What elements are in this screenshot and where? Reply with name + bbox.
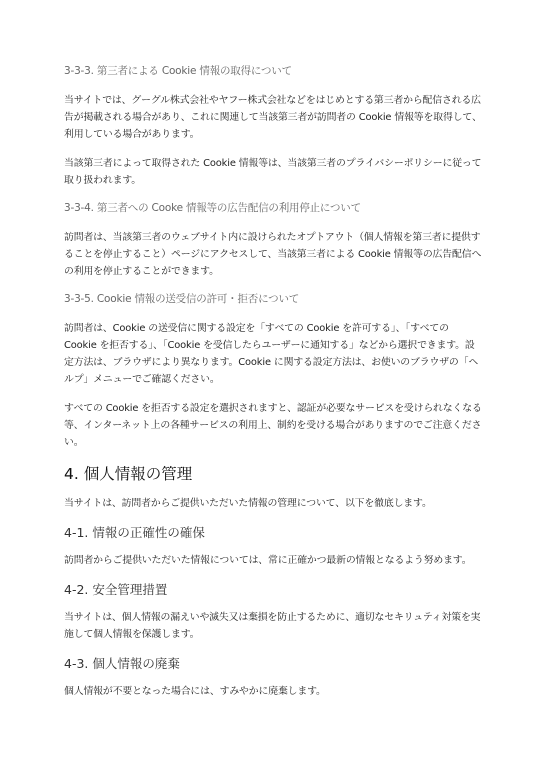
paragraph-4-3-1: 個人情報が不要となった場合には、すみやかに廃棄します。 <box>64 686 326 697</box>
section-heading-4-3: 4-3. 個人情報の廃棄 <box>64 656 180 671</box>
section-heading-3-3-5: 3-3-5. Cookie 情報の送受信の許可・拒否について <box>64 293 300 305</box>
section-heading-4: 4. 個人情報の管理 <box>64 465 193 483</box>
section-heading-3-3-4: 3-3-4. 第三者への Cooke 情報等の広告配信の利用停止について <box>64 202 361 214</box>
paragraph-3-3-3-1: 当サイトでは、グーグル株式会社やヤフー株式会社などをはじめとする第三者から配信される広告が掲載される場合があり、これに関連して当該第三者が訪問者の Cookie 情報等を取得して、利用している場合があります。 <box>64 95 482 140</box>
paragraph-4-2-1: 当サイトは、個人情報の漏えいや滅失又は棄損を防止するために、適切なセキリュティ対策を実施して個人情報を保護します。 <box>64 612 481 640</box>
paragraph-3-3-5-2: すべての Cookie を拒否する設定を選択されますと、認証が必要なサービスを受けられなくなる等、インターネット上の各種サービスの利用上、制約を受ける場合がありますのでご注意ください。 <box>64 403 482 448</box>
page-content <box>64 64 482 712</box>
section-heading-4-2: 4-2. 安全管理措置 <box>64 582 168 597</box>
paragraph-3-3-5-1: 訪問者は、Cookie の送受信に関する設定を「すべての Cookie を許可する」、「すべての Cookie を拒否する」、「Cookie を受信したらユーザーに通知する」などから選択できます。設定方法は、ブラウザにより異なります。Cookie に関する設定方法は、お使いのブラウザの「ヘルプ」メニューでご確認ください。 <box>64 323 479 385</box>
section-heading-4-1: 4-1. 情報の正確性の確保 <box>64 525 205 540</box>
paragraph-3-3-4-1: 訪問者は、当該第三者のウェブサイト内に設けられたオプトアウト（個人情報を第三者に提供することを停止すること）ページにアクセスして、当該第三者による Cookie 情報等の広告配信への利用を停止することができます。 <box>64 232 482 277</box>
paragraph-4-1-1: 訪問者からご提供いただいた情報については、常に正確かつ最新の情報となるよう努めます。 <box>64 555 472 566</box>
paragraph-3-3-3-2: 当該第三者によって取得された Cookie 情報等は、当該第三者のプライバシーポリシーに従って取り扱われます。 <box>64 158 482 186</box>
section-heading-3-3-3: 3-3-3. 第三者による Cookie 情報の取得について <box>64 65 292 77</box>
paragraph-4-1: 当サイトは、訪問者からご提供いただいた情報の管理について、以下を徹底します。 <box>64 498 432 509</box>
